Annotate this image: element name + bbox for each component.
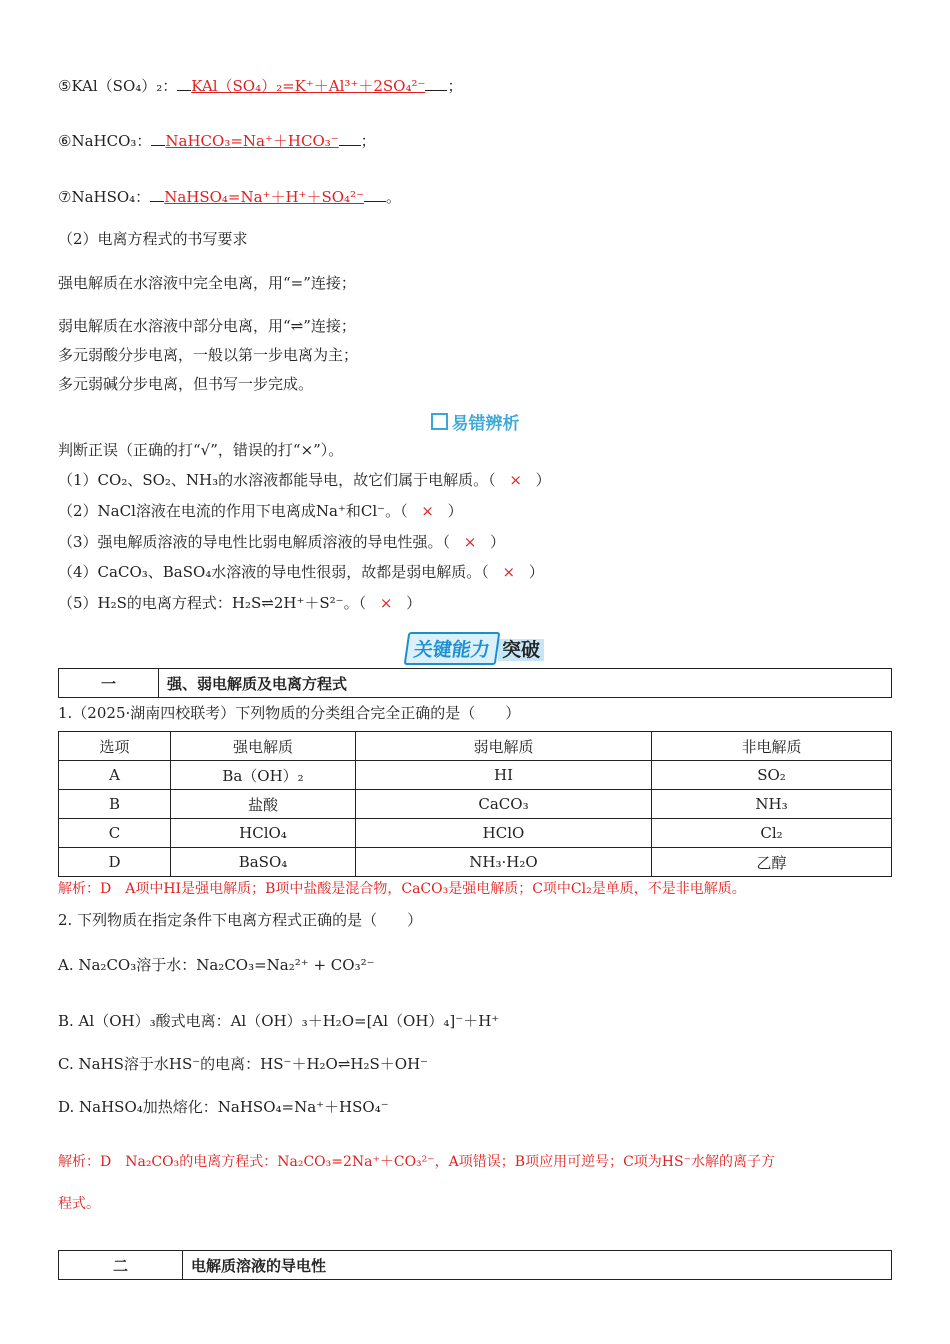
question-2-analysis (58, 1152, 775, 1172)
equation-answer: NaHSO₄=Na⁺＋H⁺＋SO₄²⁻ (164, 188, 364, 206)
analysis-text: D Na₂CO₃的电离方程式：Na₂CO₃=2Na⁺＋CO₃²⁻，A项错误；B项应用可逆号；C项为HS⁻水解的离子方 (100, 1154, 775, 1170)
error-analysis-banner: 易错辨析 (0, 409, 950, 434)
table-row: A Ba（OH）₂ HI SO₂ (59, 761, 892, 790)
equation-label: ⑤KAl（SO₄）₂： (58, 77, 178, 95)
table-header: 非电解质 (652, 732, 892, 761)
question-2-stem: 2. 下列物质在指定条件下电离方程式正确的是（ ） (58, 911, 423, 929)
table-header: 强电解质 (171, 732, 356, 761)
question-1-analysis (58, 879, 746, 899)
checkbox-icon (431, 413, 448, 430)
equation-label: ⑦NaHSO₄： (58, 188, 151, 206)
section-number: 二 (59, 1251, 183, 1280)
cross-mark: × (379, 594, 393, 612)
cross-mark: × (509, 471, 522, 489)
section-number: 一 (59, 669, 159, 698)
judge-item: （3）强电解质溶液的导电性比弱电解质溶液的导电性强。（ × ） (58, 533, 506, 551)
analysis-text: D A项中HI是强电解质；B项中盐酸是混合物，CaCO₃是强电解质；C项中Cl₂是单质，不是非电解质。 (100, 881, 746, 897)
section-header-1 (58, 668, 892, 698)
equation-7: ⑦NaHSO₄： NaHSO₄=Na⁺＋H⁺＋SO₄²⁻ 。 (58, 188, 402, 206)
equation-answer: NaHCO₃=Na⁺＋HCO₃⁻ (165, 132, 339, 150)
section-title: 强、弱电解质及电离方程式 (159, 669, 892, 698)
table-header: 弱电解质 (356, 732, 652, 761)
requirement-line: 多元弱酸分步电离，一般以第一步电离为主； (58, 346, 359, 364)
question-1-stem: 1.（2025·湖南四校联考）下列物质的分类组合完全正确的是（ ） (58, 704, 521, 722)
table-row: D BaSO₄ NH₃·H₂O 乙醇 (59, 848, 892, 877)
table-row: B 盐酸 CaCO₃ NH₃ (59, 790, 892, 819)
key-ability-tag: 关键能力 (404, 632, 501, 665)
key-ability-banner (0, 632, 950, 665)
cross-mark: × (463, 533, 477, 551)
option-a: A. Na₂CO₃溶于水：Na₂CO₃=Na₂²⁺ + CO₃²⁻ (58, 956, 375, 974)
cross-mark: × (421, 502, 434, 520)
option-b: B. Al（OH）₃酸式电离：Al（OH）₃＋H₂O=[Al（OH）₄]⁻＋H⁺ (58, 1012, 500, 1030)
table-row: C HClO₄ HClO Cl₂ (59, 819, 892, 848)
requirement-line: 多元弱碱分步电离，但书写一步完成。 (58, 375, 314, 393)
table-header-row (59, 732, 892, 761)
judge-item: （5）H₂S的电离方程式：H₂S⇌2H⁺＋S²⁻。（ × ） (58, 594, 422, 612)
equation-6: ⑥NaHCO₃： NaHCO₃=Na⁺＋HCO₃⁻ ； (58, 132, 376, 150)
judge-item: （1）CO₂、SO₂、NH₃的水溶液都能导电，故它们属于电解质。（ × ） (58, 471, 551, 489)
judge-item: （4）CaCO₃、BaSO₄水溶液的导电性很弱，故都是弱电解质。（ × ） (58, 563, 544, 581)
question-2-analysis-cont: 程式。 (58, 1196, 100, 1212)
judge-item: （2）NaCl溶液在电流的作用下电离成Na⁺和Cl⁻。（ × ） (58, 502, 463, 520)
requirements-heading: （2）电离方程式的书写要求 (58, 230, 248, 248)
analysis-label: 解析： (58, 881, 100, 897)
cross-mark: × (502, 563, 516, 581)
section-header-2 (58, 1250, 892, 1280)
analysis-label: 解析： (58, 1154, 100, 1170)
option-c: C. NaHS溶于水HS⁻的电离：HS⁻＋H₂O⇌H₂S＋OH⁻ (58, 1055, 429, 1073)
equation-answer: KAl（SO₄）₂=K⁺＋Al³⁺＋2SO₄²⁻ (191, 77, 426, 95)
requirement-line: 强电解质在水溶液中完全电离，用“=”连接； (58, 274, 356, 292)
option-d: D. NaHSO₄加热熔化：NaHSO₄=Na⁺＋HSO₄⁻ (58, 1098, 389, 1116)
equation-label: ⑥NaHCO₃： (58, 132, 152, 150)
key-ability-rest: 突破 (498, 639, 544, 661)
judge-intro: 判断正误（正确的打“√”，错误的打“×”）。 (58, 441, 344, 459)
section-title: 电解质溶液的导电性 (183, 1251, 892, 1280)
table-header: 选项 (59, 732, 171, 761)
requirement-line: 弱电解质在水溶液中部分电离，用“⇌”连接； (58, 317, 356, 335)
equation-5: ⑤KAl（SO₄）₂： KAl（SO₄）₂=K⁺＋Al³⁺＋2SO₄²⁻ ； (58, 77, 463, 95)
classification-table (58, 731, 892, 877)
